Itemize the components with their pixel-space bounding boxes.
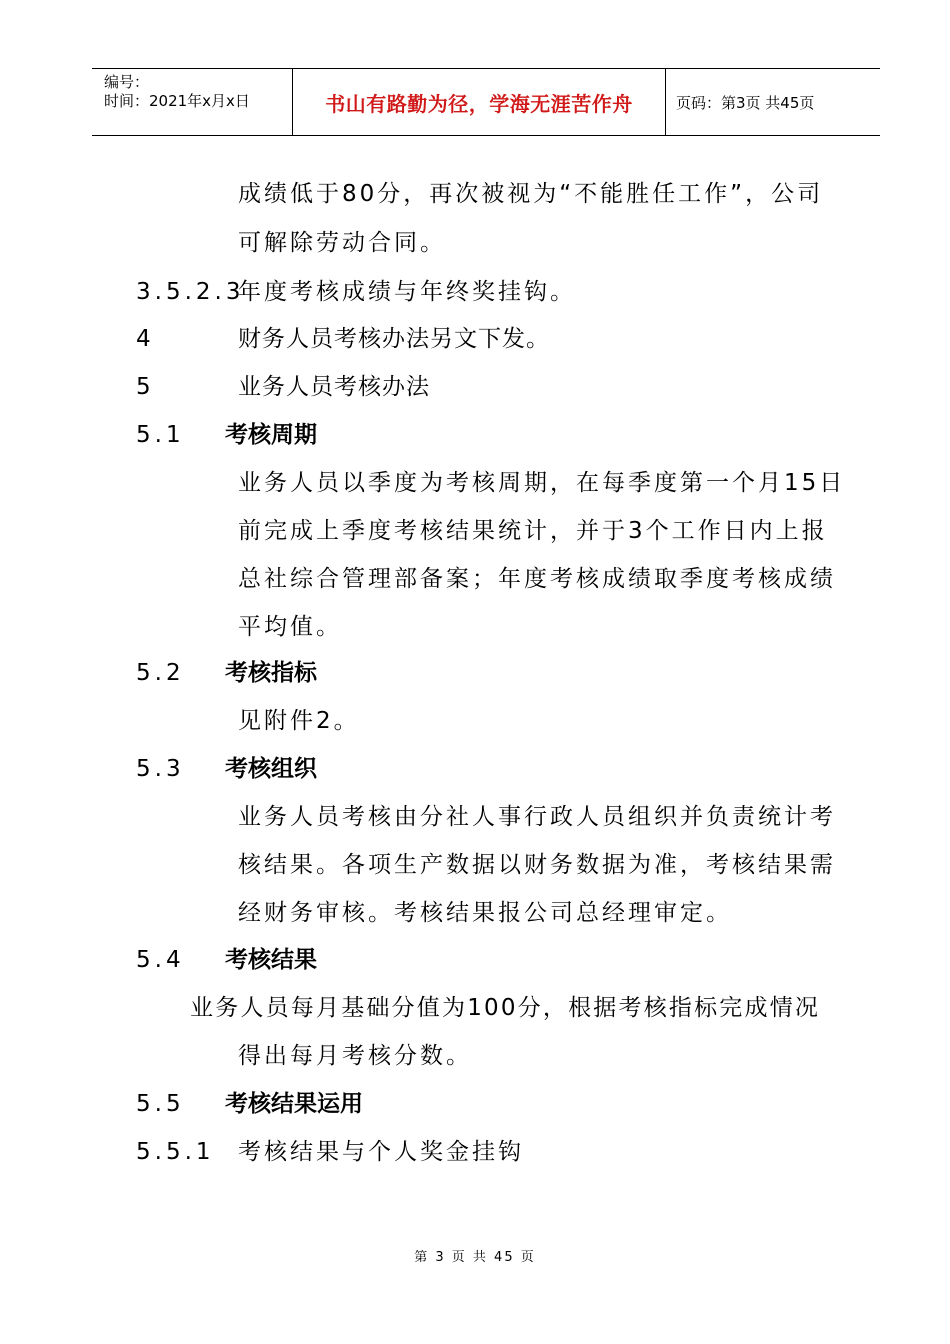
section-number: 5: [136, 374, 151, 400]
section-number: 3.5.2.3: [136, 279, 245, 305]
section-text: 考核结果与个人奖金挂钩: [238, 1139, 524, 1165]
document-header: [92, 68, 880, 136]
section-text: 财务人员考核办法另文下发。: [238, 326, 550, 352]
section-title: 考核指标: [225, 660, 317, 686]
paragraph-line: 成绩低于80分，再次被视为“不能胜任工作”，公司: [238, 181, 824, 207]
section-number: 5.5: [136, 1091, 185, 1117]
paragraph-line: 见附件2。: [238, 708, 360, 734]
section-number: 4: [136, 326, 151, 352]
page-footer: 第 3 页 共 45 页: [414, 1250, 536, 1265]
paragraph-line: 业务人员以季度为考核周期，在每季度第一个月15日: [238, 470, 846, 496]
paragraph-line: 前完成上季度考核结果统计，并于3个工作日内上报: [238, 518, 828, 544]
section-text: 年度考核成绩与年终奖挂钩。: [238, 279, 576, 305]
header-meta-cell: [92, 69, 293, 135]
section-title: 考核结果运用: [225, 1091, 363, 1117]
header-motto-cell: [293, 69, 666, 135]
header-page-cell: [666, 69, 880, 135]
paragraph-line: 经财务审核。考核结果报公司总经理审定。: [238, 900, 732, 926]
section-title: 考核组织: [225, 756, 317, 782]
paragraph-line: 核结果。各项生产数据以财务数据为准，考核结果需: [238, 852, 836, 878]
section-text: 业务人员考核办法: [238, 374, 430, 400]
header-motto: 书山有路勤为径，学海无涯苦作舟: [325, 91, 633, 116]
paragraph-line: 平均值。: [238, 614, 342, 640]
paragraph-line: 可解除劳动合同。: [238, 230, 446, 256]
paragraph-line: 得出每月考核分数。: [238, 1043, 472, 1069]
document-code: 编号：: [104, 73, 150, 91]
section-title: 考核周期: [225, 422, 317, 448]
paragraph-line: 业务人员考核由分社人事行政人员组织并负责统计考: [238, 804, 836, 830]
paragraph-line: 业务人员每月基础分值为100分，根据考核指标完成情况: [190, 995, 821, 1021]
section-number: 5.1: [136, 422, 185, 448]
section-title: 考核结果: [225, 947, 317, 973]
section-number: 5.4: [136, 947, 185, 973]
section-number: 5.2: [136, 660, 185, 686]
header-page-info: 页码：第3页 共45页: [676, 93, 815, 112]
document-time: 时间：2021年x月x日: [104, 92, 250, 110]
section-number: 5.3: [136, 756, 185, 782]
section-number: 5.5.1: [136, 1139, 215, 1165]
paragraph-line: 总社综合管理部备案；年度考核成绩取季度考核成绩: [238, 566, 836, 592]
